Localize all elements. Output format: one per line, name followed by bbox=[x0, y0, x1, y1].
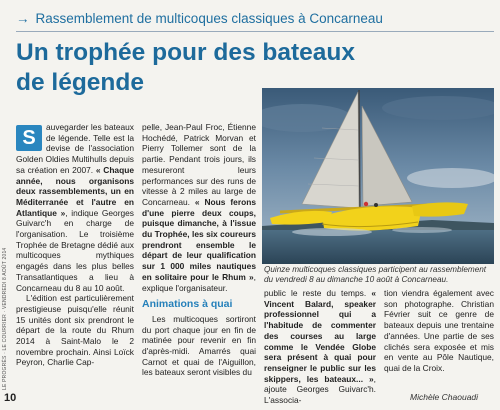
paragraph bbox=[142, 122, 256, 293]
text-run: , ajoute Georges Guivarc'h. L'associa- bbox=[264, 373, 376, 406]
arrow-right-icon: → bbox=[16, 11, 30, 26]
article-column-3 bbox=[264, 288, 376, 406]
quote-text: « Nous ferons d'une pierre deux coups, puisque dimanche, à l'issue du Trophée, les six coureurs prendront ensemble le départ de leur qualification sur 1 000 miles nautiques en solitaire pour le Rhum » bbox=[142, 196, 256, 282]
headline-line-2: de légende bbox=[16, 69, 144, 96]
text-run: public le reste du temps. bbox=[264, 288, 372, 298]
text-run: , explique l'organisateur. bbox=[142, 271, 256, 293]
subheading: Animations à quai bbox=[142, 298, 233, 311]
kicker-rule bbox=[16, 31, 494, 32]
spine-text: LE PROGRÈS · LE COURRIER · VENDREDI 8 AOÛT 2014 bbox=[2, 247, 8, 390]
quote-text: « Chaque année, nous organisons deux rassemblements, un en Méditerranée et l'autre en Atlantique » bbox=[16, 164, 134, 218]
photo-caption: Quinze multicoques classiques participent au rassemblement du vendredi 8 au dimanche 10 août à Concarneau. bbox=[264, 265, 487, 284]
text-run: auvegarder les bateaux de légende. Telle est la devise de l'association Golden Oldies Multihulls depuis sa création en 2007. bbox=[16, 122, 134, 175]
trimaran-photo bbox=[262, 88, 494, 264]
paragraph: L'édition est particulièrement prestigieuse puisqu'elle réunit 15 unités dont six prendront le départ de la route du Rhum 2014 à Saint-Malo le 2 novembre prochain. Ainsi Loïck Peyron, Charlie Cap- bbox=[16, 293, 134, 368]
headline bbox=[16, 38, 355, 98]
paragraph bbox=[16, 122, 134, 293]
quote-text: « Vincent Balard, speaker professionnel qui a l'habitude de commenter des courses au large comme le Vendée Globe sera présent à quai pour renseigner le public sur les skippers, les bateaux... » bbox=[264, 288, 376, 384]
paragraph bbox=[264, 288, 376, 406]
text-run: , indique Georges Guivarc'h en charge de l'organisation. Le troisième Trophée de Bretagne dédié aux multicoques mythiques engagés dans les plus belles Transatlantiques a lieu à Concarneau du 8 au 10 août. bbox=[16, 207, 134, 293]
drop-cap: S bbox=[16, 125, 42, 151]
headline-line-1: Un trophée pour des bateaux bbox=[16, 39, 355, 66]
article-column-2 bbox=[142, 122, 256, 378]
article-column-4 bbox=[384, 288, 494, 374]
author-byline: Michèle Chaouadi bbox=[410, 392, 479, 402]
spine-label bbox=[2, 247, 10, 390]
paragraph: Les multicoques sortiront du port chaque jour en fin de matinée pour revenir en fin d'après-midi. Amarrés quai Carnot et quai de l'Aiguillon, les bateaux seront visibles du bbox=[142, 313, 256, 378]
kicker bbox=[16, 11, 383, 26]
paragraph: tion viendra également avec son photographe. Christian Février suit ce genre de bateaux depuis une trentaine d'années. Une partie de ses clichés sera exposée et mis en vente au Pôle Nautique, quai de la Croix. bbox=[384, 288, 494, 373]
text-run: pelle, Jean-Paul Froc, Étienne Hochédé, Patrick Morvan et Pierry Tollemer sont de la partie. Pendant trois jours, ils mesureront leurs performances sur des runs de vitesse à 2 miles au large de Concarneau. bbox=[142, 122, 256, 207]
article-column-1 bbox=[16, 122, 134, 368]
page-number: 10 bbox=[4, 392, 17, 404]
trimaran-illustration bbox=[262, 88, 494, 264]
kicker-text: Rassemblement de multicoques classiques à Concarneau bbox=[35, 11, 383, 26]
